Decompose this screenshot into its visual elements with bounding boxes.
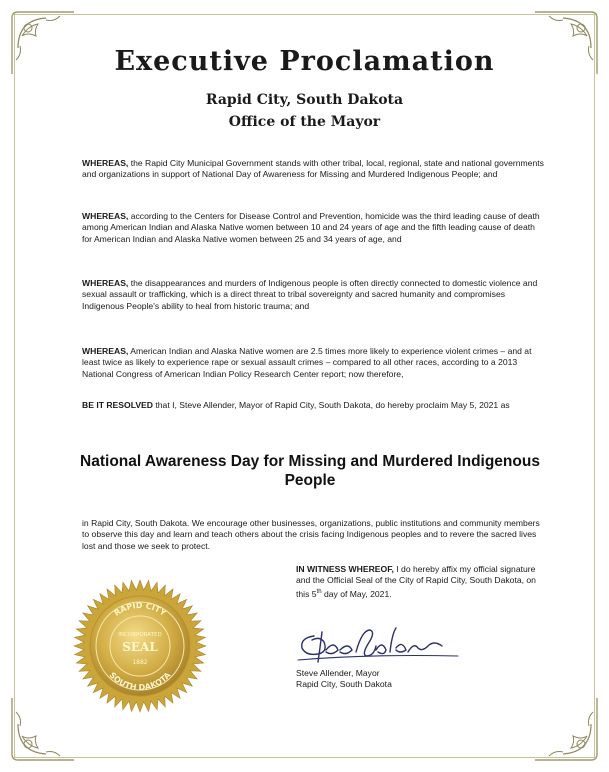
paragraph-text: according to the Centers for Disease Control and Prevention, homicide was the third leading cause of death among American Indian and Alaska Native women between 10 and 24 years of age and the fifth leading cause of death for American Indian and Alaska Native women between 25 and 34 years of age, and <box>82 211 540 244</box>
paragraph-lead: BE IT RESOLVED <box>82 400 153 410</box>
witness-text: I do hereby affix my official signature and the Official Seal of the City of Rapid City, South Dakota, on this 5 <box>296 564 536 599</box>
corner-flourish-icon <box>531 694 601 764</box>
seal-top-text: RAPID CITY <box>112 600 168 618</box>
signatory-name: Steve Allender, Mayor <box>296 668 380 678</box>
paragraph-lead: WHEREAS, <box>82 158 129 168</box>
paragraph-lead: WHEREAS, <box>82 211 129 221</box>
paragraph-text: American Indian and Alaska Native women are 2.5 times more likely to experience violent crimes – and at least twice as likely to experience rape or sexual assault crimes – compared to all other races, according to a 2013 National Congress of American Indian Policy Research Center report; now therefore, <box>82 346 532 379</box>
witness-sup: th <box>316 588 322 595</box>
closing-paragraph: in Rapid City, South Dakota. We encourage other businesses, organizations, public institutions and community members to observe this day and learn and teach others about the crisis facing Indigenous peoples and to revere the sacred lives lost and those we seek to protect. <box>82 518 540 551</box>
proclamation-title: Executive Proclamation <box>114 46 495 77</box>
signatory-block <box>296 668 496 691</box>
mayor-signature-icon <box>292 622 462 670</box>
proclamation-headline: National Awareness Day for Missing and Murdered Indigenous People <box>80 453 540 489</box>
witness-lead: IN WITNESS WHEREOF, <box>296 564 394 574</box>
seal-incorporated-text: INCORPORATED <box>118 632 162 638</box>
whereas-paragraph-1 <box>82 158 544 181</box>
city-subtitle: Rapid City, South Dakota <box>205 92 404 108</box>
whereas-paragraph-4 <box>82 346 544 380</box>
paragraph-text: that I, Steve Allender, Mayor of Rapid City, South Dakota, do hereby proclaim May 5, 2021 as <box>153 400 510 410</box>
office-subtitle: Office of the Mayor <box>228 114 381 130</box>
whereas-paragraph-2 <box>82 211 544 245</box>
gold-seal-icon <box>72 578 208 714</box>
whereas-paragraph-3 <box>82 278 544 312</box>
witness-block <box>296 564 536 600</box>
seal-center-text: SEAL <box>122 640 158 654</box>
signatory-place: Rapid City, South Dakota <box>296 679 392 690</box>
paragraph-text: the Rapid City Municipal Government stands with other tribal, local, regional, state and national governments and organizations in support of National Day of Awareness for Missing and Murdered Indigenous People; and <box>82 158 544 180</box>
resolved-paragraph <box>82 400 544 411</box>
seal-bottom-text: SOUTH DAKOTA <box>107 670 173 693</box>
witness-text-end: day of May, 2021. <box>321 588 392 599</box>
paragraph-lead: WHEREAS, <box>82 278 129 288</box>
paragraph-lead: WHEREAS, <box>82 346 129 356</box>
corner-flourish-icon <box>8 694 78 764</box>
paragraph-text: the disappearances and murders of Indigenous people is often directly connected to domestic violence and sexual assault or trafficking, which is a direct threat to tribal sovereignty and sacred humanity and compromises Indigenous People's ability to heal from historic trauma; and <box>82 278 538 311</box>
seal-year-text: 1882 <box>132 659 148 666</box>
